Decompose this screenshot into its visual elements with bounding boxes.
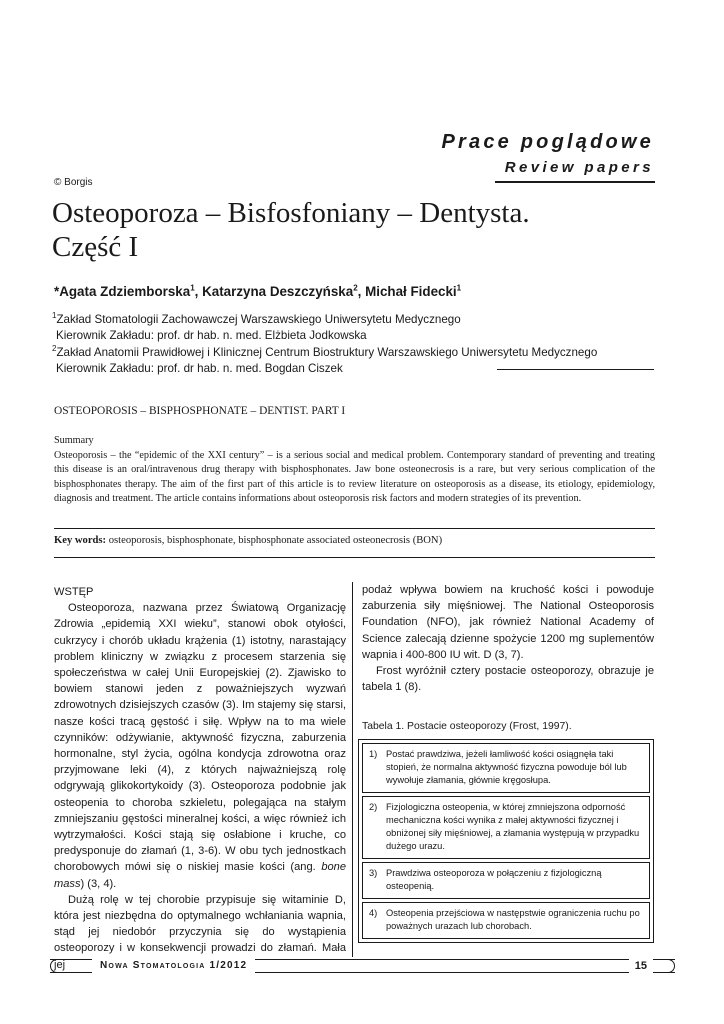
summary-text: Osteoporosis – the “epidemic of the XXI century” – is a serious social and medical problem. Contemporary standard of preventing and treating this disease is an oral/intravenous drug therapy with bisphosphonates. Jaw bone osteonecrosis is a rare, but very serious complication of the bisphosphonates therapy. The aim of the first part of this article is to review literature on osteoporosis as a disease, its etiology, epidemiology, diagnosis and treatment. The article contains informations about osteoporosis risk factors and modern strategies of its prevention.: [54, 449, 655, 505]
body-column-right: [362, 582, 654, 695]
keywords-rule-top: [54, 528, 655, 529]
article-title: [52, 196, 672, 264]
author-2-affiliation: 2: [353, 283, 358, 293]
paragraph-1-text: Osteoporoza, nazwana przez Światową Organizację Zdrowia „epidemią XXI wieku”, stanowi obok otyłości, cukrzycy i chorób układu krążenia (1) istotny, narastający problem kliniczny w związku z procesem starzenia się społeczeństwa w całej Unii Europejskiej (2). Zjawisko to bowiem stanowi jeden z poważniejszych wyzwań zdrowotnych dzisiejszych czasów (3). Im stajemy się starsi, nasze kości tracą gęstość i siłę. Wpływ na to ma wiele czynników: odżywianie, aktywność fizyczna, zaburzenia hormonalne, styl życia, ogólna kondycja zdrowotna oraz przyjmowane leki (4), z których najważniejszą rolę odgrywają glikokortykoidy (3). Osteoporoza podobnie jak osteopenia to choroba szkieletu, polegająca na stałym zmniejszaniu gęstości mineralnej kości, a więc również ich wytrzymałości. Kości stają się osłabione i kruche, co predysponuje do złamań (1, 3-6). W obu tych jednostkach chorobowych mówi się o niskiej masie kości (ang.: [54, 602, 346, 874]
affiliation-2-marker: 2: [52, 344, 57, 354]
body-paragraph-1: [54, 600, 346, 892]
affiliation-2-head: Kierownik Zakładu: prof. dr hab. n. med. Bogdan Ciszek: [56, 362, 343, 375]
affiliation-1: [52, 312, 461, 344]
table-row-text: Prawdziwa osteoporoza w połączeniu z fizjologiczną osteopenią.: [386, 868, 602, 891]
author-1-affiliation: 1: [190, 283, 195, 293]
keywords-text: osteoporosis, bisphosphonate, bisphosphonate associated osteonecrosis (BON): [108, 535, 443, 546]
keywords: [54, 535, 655, 546]
summary-heading: Summary: [54, 435, 94, 446]
footer-cap-left: [50, 959, 70, 973]
section-rule: [495, 181, 655, 183]
paragraph-1-term: bone mass: [54, 861, 346, 890]
section-heading: WSTĘP: [54, 586, 94, 598]
title-line-2: Część I: [52, 231, 139, 263]
table-row-text: Osteopenia przejściowa w następstwie ograniczenia ruchu po poważnych urazach lub chorobach.: [386, 908, 640, 931]
keywords-rule-bottom: [54, 557, 655, 558]
affiliation-1-head: Kierownik Zakładu: prof. dr hab. n. med. Elżbieta Jodkowska: [56, 329, 367, 342]
section-label-english: Review papers: [504, 159, 654, 176]
affiliation-rule: [497, 369, 654, 370]
author-1: *Agata Zdziemborska: [54, 284, 191, 299]
summary: [54, 434, 655, 507]
title-line-1: Osteoporoza – Bisfosfoniany – Dentysta.: [52, 197, 530, 229]
author-separator: ,: [357, 284, 366, 299]
table-caption: Tabela 1. Postacie osteoporozy (Frost, 1997).: [362, 721, 572, 732]
body-column-left: [54, 584, 346, 973]
affiliation-1-marker: 1: [52, 311, 57, 321]
body-paragraph-3: podaż wpływa bowiem na kruchość kości i powoduje zaburzenia siły mięśniowej. The National Osteoporosis Foundation (NFO), jak również National Academy of Science zalecają dzienne spożycie 1200 mg suplementów wapnia i 400-800 IU wit. D (3, 7).: [362, 584, 654, 661]
table-row: [362, 862, 650, 899]
table-row-number: 3): [369, 868, 378, 878]
author-separator: ,: [194, 284, 203, 299]
page-number: 15: [629, 959, 653, 973]
table-row-number: 1): [369, 749, 378, 759]
table-row-text: Fizjologiczna osteopenia, w której zmniejszona odporność mechaniczna kości wynika z małej aktywności fizycznej i obniżonej siły mięśniowej, a złamania występują w przypadku dużego urazu.: [386, 802, 640, 851]
osteoporosis-forms-table: [358, 739, 654, 943]
author-2: Katarzyna Deszczyńska: [202, 284, 354, 299]
footer-cap-right: [655, 959, 675, 973]
table-row: [362, 743, 650, 793]
keywords-label: Key words:: [54, 535, 107, 546]
journal-name: Nowa Stomatologia 1/2012: [92, 959, 255, 973]
author-3: Michał Fidecki: [365, 284, 457, 299]
page-footer: [50, 956, 675, 976]
author-3-affiliation: 1: [456, 283, 462, 293]
table-row-number: 2): [369, 802, 378, 812]
author-list: [54, 284, 461, 299]
section-label-polish: Prace poglądowe: [441, 131, 654, 153]
table-row: [362, 796, 650, 859]
english-title: OSTEOPOROSIS – BISPHOSPHONATE – DENTIST. PART I: [54, 405, 346, 417]
paragraph-1-end: ) (3, 4).: [80, 877, 117, 890]
table-row-number: 4): [369, 908, 378, 918]
table-row: [362, 902, 650, 939]
body-paragraph-4: Frost wyróżnił cztery postacie osteoporozy, obrazuje je tabela 1 (8).: [362, 665, 654, 694]
affiliation-2-institution: Zakład Anatomii Prawidłowej i Klinicznej Centrum Biostruktury Warszawskiego Uniwersytetu Medycznego: [56, 346, 598, 359]
affiliation-1-institution: Zakład Stomatologii Zachowawczej Warszawskiego Uniwersytetu Medycznego: [56, 313, 461, 326]
affiliation-2: [52, 345, 597, 377]
column-divider: [352, 582, 353, 957]
copyright-notice: © Borgis: [54, 177, 93, 188]
body-paragraph-2: Dużą rolę w tej chorobie przypisuje się witaminie D, która jest niezbędna do optymalnego wchłaniania wapnia, stąd jej niedobór przyczynia się do wystąpienia osteoporozy i w konsekwencji prowadzi do złamań. Mała jej: [54, 893, 346, 971]
table-row-text: Postać prawdziwa, jeżeli łamliwość kości osiągnęła taki stopień, że normalna aktywność fizyczna powoduje ból lub wywołuje złamania, głównie kręgosłupa.: [386, 749, 627, 785]
